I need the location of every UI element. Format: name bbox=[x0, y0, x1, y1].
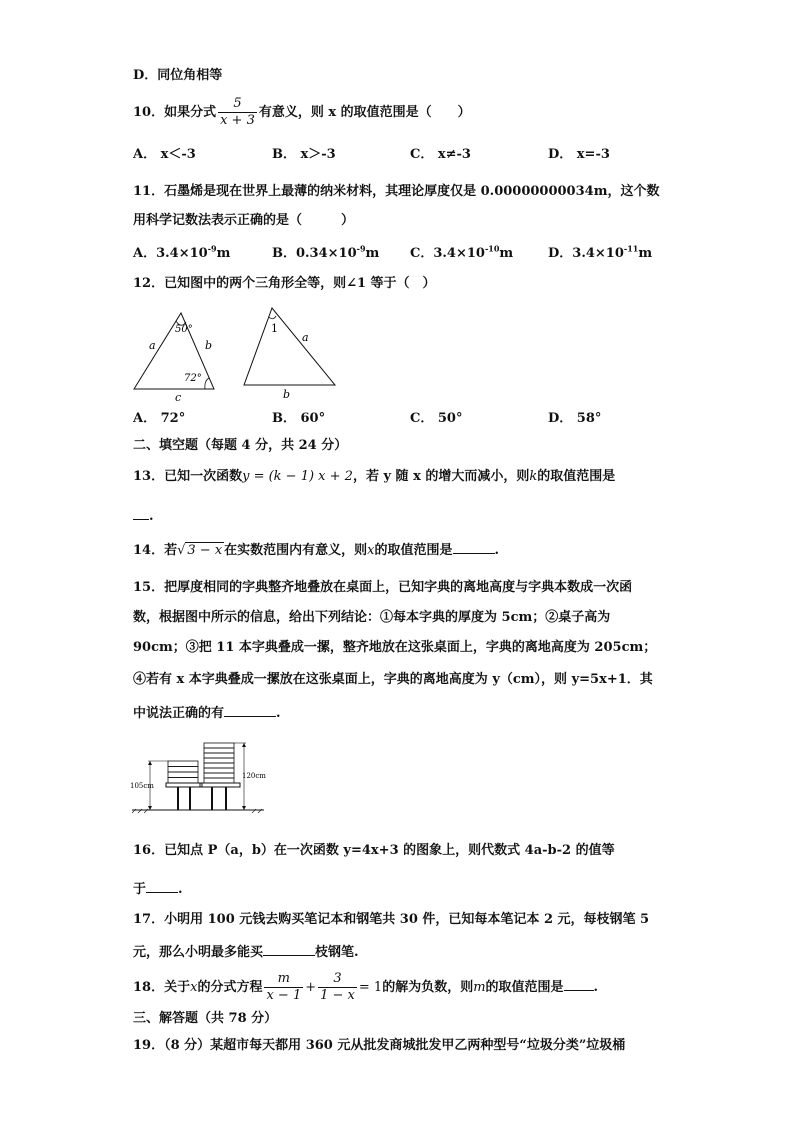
q15-dictionary-table-figure bbox=[128, 738, 268, 816]
q18-answer-blank[interactable] bbox=[564, 978, 594, 991]
q11-option-a: A．$3.4\times 10^{-9}m$ bbox=[133, 243, 231, 261]
q10-number: 10．如果分式 bbox=[133, 105, 217, 120]
q10-after: 有意义，则 x 的取值范围是（ ） bbox=[258, 105, 471, 120]
q15-line3: 90cm；③把 11 本字典叠成一摞，整齐地放在这张桌面上，字典的离地高度为 205cm； bbox=[133, 640, 657, 655]
q10-option-a: A． x＜-3 bbox=[133, 147, 196, 162]
q10-option-b: B． x＞-3 bbox=[272, 147, 336, 162]
q14-sqrt: 3 − x bbox=[187, 543, 223, 558]
q10-fraction bbox=[218, 96, 257, 129]
t2-angle-1: 1 bbox=[271, 322, 278, 335]
q9-option-d: D．同位角相等 bbox=[133, 68, 223, 83]
q10-option-d: D． x=-3 bbox=[548, 147, 610, 162]
t1-angle-72: 72° bbox=[184, 373, 202, 384]
t2-label-a: a bbox=[302, 331, 309, 344]
q10-frac-num: 5 bbox=[233, 96, 242, 111]
q18-fraction-2: $\frac{3}{1 - x}$ bbox=[320, 971, 355, 1003]
q15-answer-blank[interactable] bbox=[224, 704, 276, 717]
section-3-heading: 三、解答题（共 78 分） bbox=[133, 1011, 278, 1026]
q12-stem: 12．已知图中的两个三角形全等，则∠1 等于（ ） bbox=[133, 276, 436, 291]
q12-option-a: A． 72° bbox=[133, 411, 186, 426]
left-table-top bbox=[166, 783, 202, 787]
t1-label-c: c bbox=[175, 391, 182, 404]
q17-line1: 17．小明用 100 元钱去购买笔记本和钢笔共 30 件，已知每本笔记本 2 元，每枝钢笔 5 bbox=[133, 912, 650, 927]
q12-option-b: B． 60° bbox=[272, 411, 326, 426]
q17-line2: 元，那么小明最多能买 枝钢笔. bbox=[133, 945, 359, 960]
q12-option-d: D． 58° bbox=[548, 411, 602, 426]
q11-option-c: C．$3.4\times 10^{-10}m$ bbox=[410, 243, 514, 261]
q12-option-c: C． 50° bbox=[410, 411, 463, 426]
t1-label-b: b bbox=[205, 339, 213, 352]
q13-answer-blank[interactable] bbox=[133, 507, 149, 520]
q13-k: k bbox=[529, 469, 538, 484]
q15-line2: 数，根据图中所示的信息，给出下列结论：①每本字典的厚度为 5cm；②桌子高为 bbox=[133, 610, 611, 625]
q18-line: 18．关于x的分式方程 $\frac{m}{x - 1}$ + $\frac{3}{1 - x}$ = 1的解为负数，则m的取值范围是 . bbox=[133, 971, 599, 1003]
q11-option-b: B．$0.34\times 10^{-9}m$ bbox=[272, 243, 380, 261]
t2-label-b: b bbox=[283, 388, 291, 401]
q16-line2: 于 . bbox=[133, 882, 183, 897]
q13-line2: . bbox=[133, 507, 154, 525]
q11-option-d: D．$3.4\times 10^{-11}m$ bbox=[548, 243, 653, 261]
q16-line1: 16．已知点 P（a，b）在一次函数 y=4x+3 的图象上，则代数式 4a-b-2 的值等 bbox=[133, 843, 615, 858]
right-table-top bbox=[200, 783, 240, 787]
q10-stem bbox=[133, 96, 471, 132]
left-book-stack bbox=[168, 761, 198, 783]
right-book-stack bbox=[204, 743, 234, 783]
q13-line1: 13．已知一次函数y = (k − 1) x + 2，若 y 随 x 的增大而减小，则k的取值范围是 bbox=[133, 469, 616, 484]
triangle-2-arc bbox=[269, 316, 276, 319]
t1-label-a: a bbox=[149, 339, 156, 352]
section-2-heading: 二、填空题（每题 4 分，共 24 分） bbox=[133, 438, 348, 453]
q15-line4: ④若有 x 本字典叠成一摞放在这张桌面上，字典的离地高度为 y（cm），则 y=5x+1．其 bbox=[133, 672, 653, 687]
label-105cm: 105cm bbox=[130, 782, 154, 790]
triangle-1-right-arc bbox=[205, 378, 209, 389]
q13-formula: y = (k − 1) x + 2 bbox=[242, 469, 353, 484]
triangle-1 bbox=[134, 313, 214, 389]
q14-x: x bbox=[367, 543, 375, 558]
q14-answer-blank[interactable] bbox=[453, 541, 495, 554]
triangle-2 bbox=[244, 308, 335, 385]
q15-line5: 中说法正确的有 . bbox=[133, 706, 281, 721]
q10-option-c: C． x≠-3 bbox=[410, 147, 471, 162]
q18-fraction-1: $\frac{m}{x - 1}$ bbox=[266, 971, 302, 1003]
q17-answer-blank[interactable] bbox=[263, 943, 315, 956]
q19-line1: 19．（8 分）某超市每天都用 360 元从批发商城批发甲乙两种型号“垃圾分类”垃圾桶 bbox=[133, 1038, 626, 1053]
label-120cm: 120cm bbox=[242, 772, 266, 780]
t1-angle-50: 50° bbox=[175, 324, 193, 335]
q11-line2: 用科学记数法表示正确的是（ ） bbox=[133, 213, 355, 228]
q14-line: 14．若√ 3 − x 在实数范围内有意义，则x的取值范围是 . bbox=[133, 543, 500, 558]
q11-line1: 11．石墨烯是现在世界上最薄的纳米材料，其理论厚度仅是 0.00000000034m，这个数 bbox=[133, 184, 660, 199]
q12-triangles-figure bbox=[125, 305, 355, 405]
q10-frac-den: x + 3 bbox=[220, 113, 255, 128]
q16-answer-blank[interactable] bbox=[146, 880, 178, 893]
q15-line1: 15．把厚度相同的字典整齐地叠放在桌面上，已知字典的离地高度与字典本数成一次函 bbox=[133, 580, 633, 595]
